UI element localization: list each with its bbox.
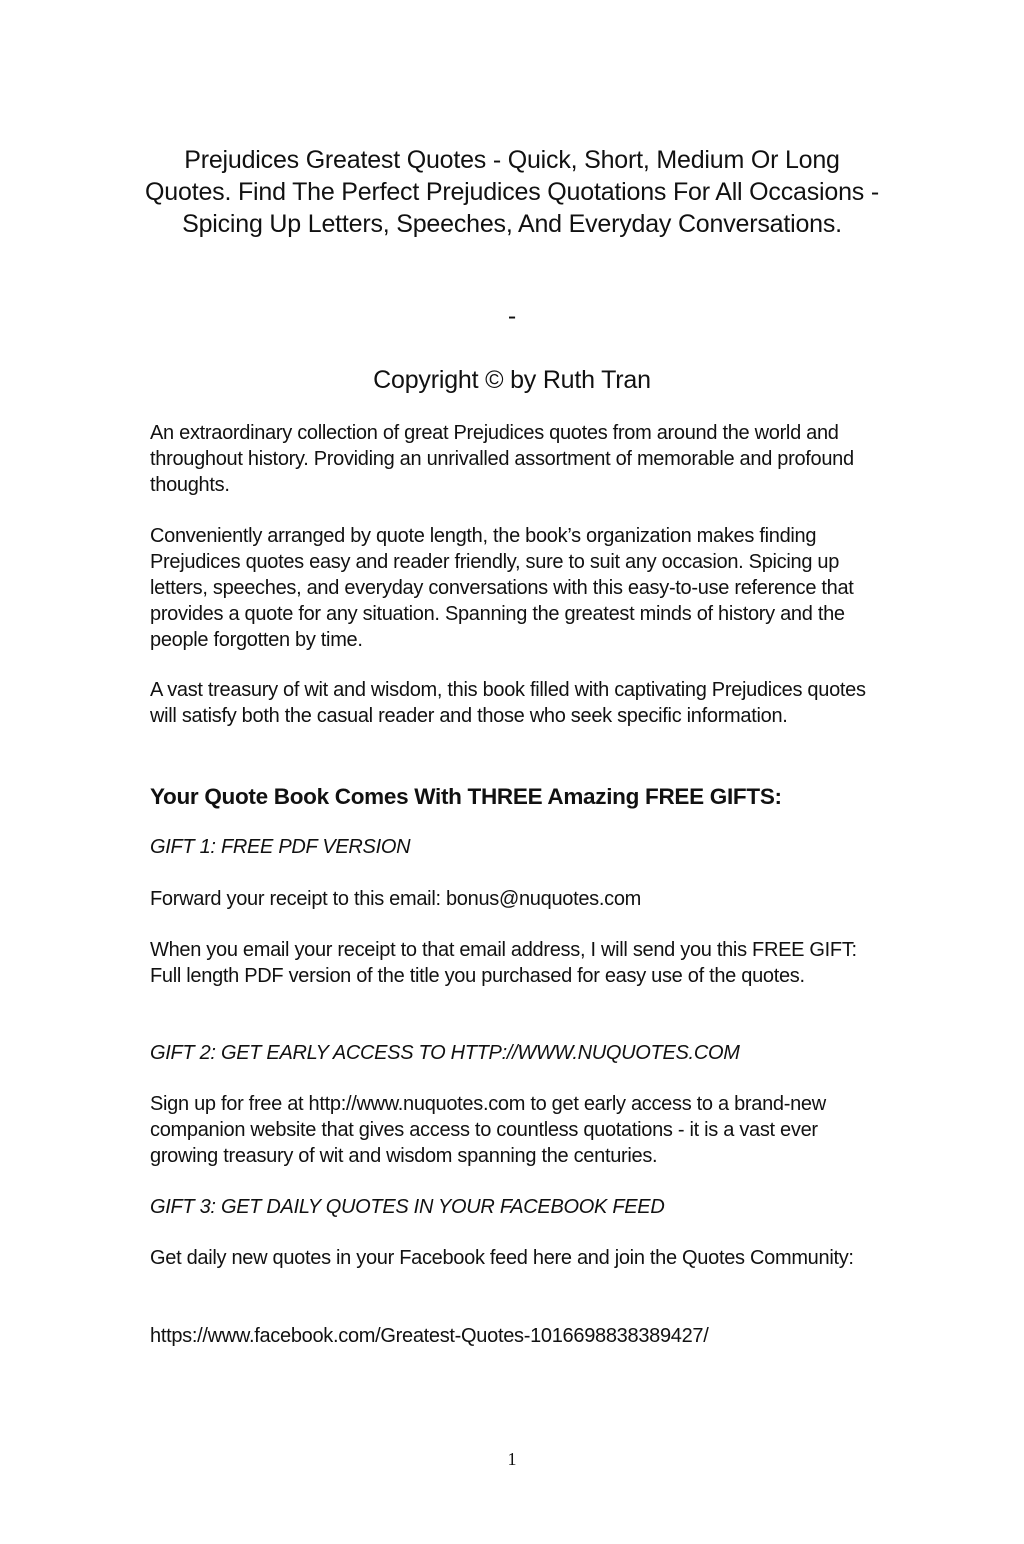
gift-paragraph: Sign up for free at http://www.nuquotes.com to get early access to a brand-new companion website that gives access to countless quotations - it is a vast ever growing treasury of wit and wisdom spanning the centuries. [150,1093,826,1167]
facebook-link[interactable]: https://www.facebook.com/Greatest-Quotes-1016698838389427/ [150,1325,709,1347]
gift-title: GIFT 2: GET EARLY ACCESS TO HTTP://WWW.NUQUOTES.COM [150,1042,740,1064]
intro-paragraph: A vast treasury of wit and wisdom, this book filled with captivating Prejudices quotes will satisfy both the casual reader and those who seek specific information. [150,679,866,727]
gift-title: GIFT 3: GET DAILY QUOTES IN YOUR FACEBOOK FEED [150,1196,665,1218]
copyright-notice: Copyright © by Ruth Tran [373,366,651,394]
gift-paragraph: Forward your receipt to this email: bonus@nuquotes.com [150,888,642,910]
intro-paragraph: Conveniently arranged by quote length, the book’s organization makes finding Prejudices quotes easy and reader friendly, sure to suit any occasion. Spicing up letters, speeches, and everyday conversations with this easy-to-use reference that provides a quote for any situation. Spanning the greatest minds of history and the people forgotten by time. [150,525,854,651]
intro-paragraph: An extraordinary collection of great Prejudices quotes from around the world and throughout history. Providing an unrivalled assortment of memorable and profound thoughts. [150,422,854,496]
gifts-heading: Your Quote Book Comes With THREE Amazing FREE GIFTS: [150,784,782,809]
gift-paragraph: When you email your receipt to that email address, I will send you this FREE GIFT: Full length PDF version of the title you purchased for easy use of the quotes. [150,939,857,987]
document-title: Prejudices Greatest Quotes - Quick, Short, Medium Or Long Quotes. Find The Perfect Prejudices Quotations For All Occasions - Spicing Up Letters, Speeches, And Everyday Conversations. [145,146,879,238]
gift-title: GIFT 1: FREE PDF VERSION [150,836,411,858]
gift-paragraph: Get daily new quotes in your Facebook feed here and join the Quotes Community: [150,1247,854,1269]
title-separator: - [507,302,517,330]
page-number: 1 [507,1449,517,1469]
